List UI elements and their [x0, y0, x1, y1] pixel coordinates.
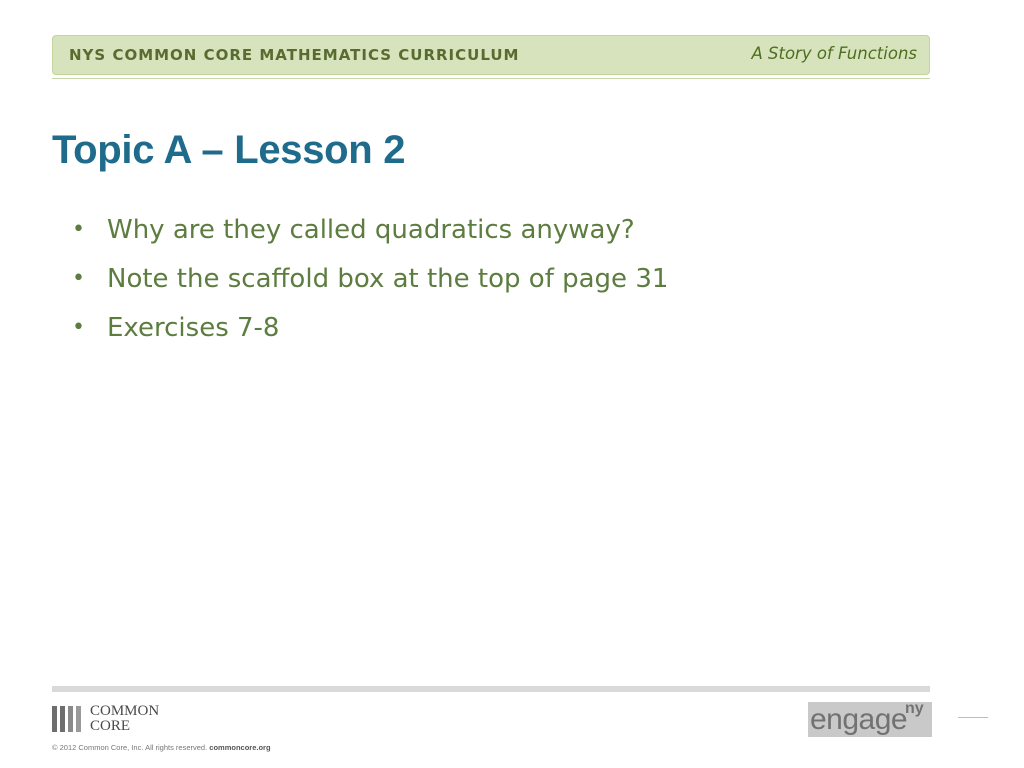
header-divider — [52, 78, 930, 79]
engage-superscript: ny — [905, 700, 924, 717]
bullet-item — [70, 259, 668, 308]
bullet-text: Exercises 7-8 — [107, 313, 280, 343]
bullet-icon: • — [72, 217, 85, 242]
bullet-icon: • — [72, 266, 85, 291]
engageny-logo — [808, 702, 932, 737]
footer-divider — [52, 686, 930, 692]
copyright-text: © 2012 Common Core, Inc. All rights reserved. — [52, 743, 208, 752]
bullet-item — [70, 210, 668, 259]
bullet-icon: • — [72, 315, 85, 340]
copyright-notice — [52, 743, 271, 752]
bullet-list — [70, 210, 668, 357]
bullet-item — [70, 308, 668, 357]
module-name: A Story of Functions — [751, 44, 917, 63]
curriculum-title: NYS COMMON CORE MATHEMATICS CURRICULUM — [69, 46, 520, 64]
side-dash-divider — [958, 717, 988, 718]
engage-wordmark: engage — [810, 703, 908, 736]
bullet-text: Why are they called quadratics anyway? — [107, 215, 635, 245]
copyright-link[interactable]: commoncore.org — [209, 743, 271, 752]
slide-title: Topic A – Lesson 2 — [52, 128, 406, 172]
common-core-logo — [52, 704, 192, 734]
common-core-wordmark: COMMON CORE — [90, 703, 160, 734]
bullet-text: Note the scaffold box at the top of page 31 — [107, 264, 669, 294]
curriculum-header-bar — [52, 35, 930, 75]
